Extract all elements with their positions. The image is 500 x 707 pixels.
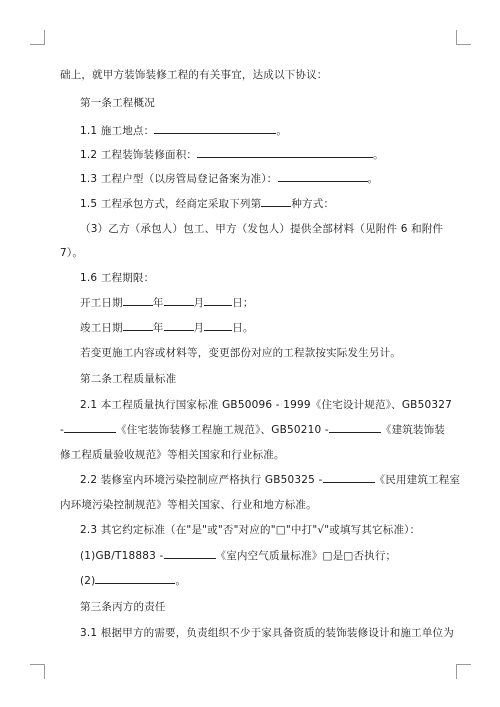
clause-1-2 [80, 147, 384, 162]
paragraph-intro: 础上，就甲方装饰装修工程的有关事宜，达成以下协议： [60, 69, 328, 81]
clause-3-1: 3.1 根据甲方的需要，负责组织不少于家具备资质的装饰装修设计和施工单位为 [80, 627, 454, 639]
clause-1-6: 1.6 工程期限： [80, 272, 155, 284]
blank-start-year[interactable] [123, 295, 153, 306]
clause-2-1-cont [60, 422, 445, 437]
clause-1-5-label: 1.5 工程承包方式，经商定采取下列第 [80, 198, 262, 210]
blank-end-year[interactable] [123, 320, 153, 331]
section-heading-3: 第三条丙方的责任 [80, 601, 166, 613]
day-label: 日； [232, 297, 254, 309]
blank-area[interactable] [197, 147, 373, 158]
month-label: 月 [193, 297, 205, 309]
end-date-label: 竣工日期 [80, 322, 123, 334]
section-heading-2: 第二条工程质量标准 [80, 373, 177, 385]
crop-mark-top-right [456, 30, 471, 45]
end-date-line [80, 320, 254, 335]
clause-1-5-end: 种方式： [291, 198, 335, 210]
crop-mark-bottom-left [30, 664, 45, 679]
crop-mark-bottom-right [456, 664, 471, 679]
clause-2-2-end: 内环境污染控制规范》等相关国家、行业和地方标准。 [60, 499, 317, 511]
clause-2-1-end: 修工程质量验收规范》等相关国家和行业标准。 [60, 449, 285, 461]
clause-2-1-dash: - [60, 424, 64, 436]
clause-1-1 [80, 123, 287, 138]
clause-1-2-label: 1.2 工程装饰装修面积： [80, 149, 198, 161]
clause-1-2-end: 。 [373, 149, 384, 161]
clause-1-1-end: 。 [276, 125, 288, 137]
blank-start-month[interactable] [164, 295, 194, 306]
month-label: 月 [193, 322, 205, 334]
change-note: 若变更施工内容或材料等，变更部份对应的工程款按实际发生另计。 [80, 347, 401, 359]
clause-2-3: 2.3 其它约定标准（在"是"或"否"对应的"□"中打"√"或填写其它标准）： [80, 524, 421, 536]
clause-2-3-item-1 [80, 548, 396, 563]
blank-gb50210-year[interactable] [329, 422, 381, 433]
blank-gb50325-year[interactable] [323, 472, 375, 483]
clause-2-2 [80, 472, 460, 487]
start-date-label: 开工日期 [80, 297, 123, 309]
clause-2-2-tail: 《民用建筑工程室 [374, 474, 461, 486]
blank-end-day[interactable] [204, 320, 232, 331]
clause-1-5 [80, 196, 334, 211]
blank-other-standard[interactable] [95, 573, 175, 584]
item-1-tail: 《室内空气质量标准》□是□否执行； [215, 550, 397, 562]
clause-1-5-option: （3）乙方（承包人）包工、甲方（发包人）提供全部材料（见附件 6 和附件 [80, 223, 444, 235]
crop-mark-top-left [30, 30, 45, 45]
clause-1-1-label: 1.1 施工地点： [80, 125, 155, 137]
year-label: 年 [152, 322, 164, 334]
item-2-end: 。 [175, 575, 187, 587]
clause-2-3-item-2 [80, 573, 186, 588]
clause-1-3-label: 1.3 工程户型（以房管局登记备案为准）： [80, 173, 278, 185]
item-1-label: (1)GB/T18883 - [80, 550, 164, 562]
clause-2-2-label: 2.2 装修室内环境污染控制应严格执行 GB50325 - [80, 474, 323, 486]
item-2-label: (2) [80, 575, 96, 587]
blank-house-type[interactable] [278, 171, 368, 182]
blank-contract-mode[interactable] [261, 196, 291, 207]
clause-2-1-mid: 《住宅装饰装修工程施工规范》、GB50210 - [116, 424, 329, 436]
day-label: 日。 [232, 322, 254, 334]
clause-2-1-tail: 《建筑装饰装 [380, 424, 446, 436]
section-heading-1: 第一条工程概况 [80, 97, 155, 109]
clause-1-5-option-cont: 7）。 [60, 247, 84, 259]
blank-gb50327-year[interactable] [64, 422, 116, 433]
blank-end-month[interactable] [164, 320, 194, 331]
year-label: 年 [152, 297, 164, 309]
blank-start-day[interactable] [204, 295, 232, 306]
clause-1-3 [80, 171, 378, 186]
blank-site-location[interactable] [154, 123, 276, 134]
blank-gbt18883-year[interactable] [164, 548, 216, 559]
start-date-line [80, 295, 254, 310]
clause-1-3-end: 。 [367, 173, 379, 185]
clause-2-1: 2.1 本工程质量执行国家标准 GB50096 - 1999《住宅设计规范》、GB50327 [80, 399, 452, 411]
